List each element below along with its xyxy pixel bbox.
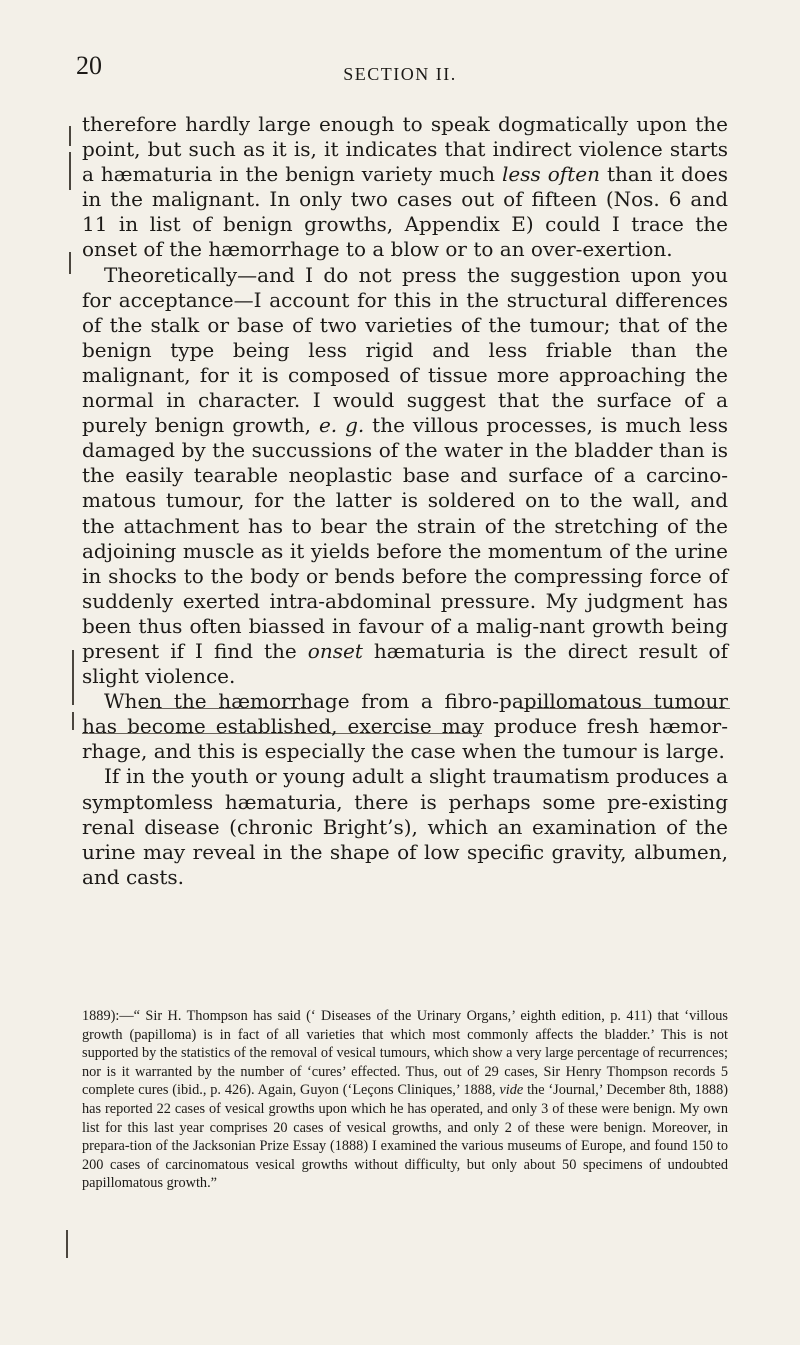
emphasis: less often xyxy=(502,162,600,187)
margin-pencil-mark xyxy=(66,1230,68,1258)
margin-pencil-mark xyxy=(69,126,71,146)
running-head: SECTION II. xyxy=(343,64,457,84)
margin-pencil-mark xyxy=(72,650,74,705)
paragraph: If in the youth or young adult a slight traumatism produces a symptomless hæmaturia, there is perhaps some pre-existing renal disease (chronic Bright’s), which an examination of the urine may reveal in the shape of low specific gravity, albumen, and casts. xyxy=(82,764,728,889)
margin-pencil-mark xyxy=(72,712,74,730)
paragraph: therefore hardly large enough to speak dogmatically upon the point, but such as it is, it indicates that indirect violence starts a hæmaturia in the benign variety much less often than it does in the malignant. In only two cases out of fifteen (Nos. 6 and 11 in list of benign growths, Appendix E) could I trace the onset of the hæmorrhage to a blow or to an over-exertion. xyxy=(82,112,728,262)
margin-pencil-mark xyxy=(69,252,71,274)
paragraph: Theoretically—and I do not press the suggestion upon you for acceptance—I account for this in the structural differences of the stalk or base of two varieties of the tumour; that of the benign type being less rigid and less friable than the malignant, for it is composed of tissue more approaching the normal in character. I would suggest that the surface of a purely benign growth, e. g. the villous processes, is much less damaged by the succussions of the water in the bladder than is the easily tearable neoplastic base and surface of a carcino-matous tumour, for the latter is soldered on to the wall, and the attachment has to bear the strain of the stretching of the adjoining muscle as it yields before the momentum of the urine in shocks to the body or bends before the compressing force of suddenly exerted intra-abdominal pressure. My judgment has been thus often biassed in favour of a malig-nant growth being present if I find the onset hæmaturia is the direct result of slight violence. xyxy=(82,262,729,689)
paragraph: When the hæmorrhage from a fibro-papillomatous tumour has become established, exercise may produce fresh hæmor-rhage, and this is especially the case when the tumour is large. xyxy=(82,689,728,764)
page-number: 20 xyxy=(76,51,102,80)
emphasis: onset xyxy=(307,638,363,663)
margin-pencil-mark xyxy=(69,152,71,190)
emphasis: vide xyxy=(499,1082,524,1099)
footnote xyxy=(82,1007,728,1193)
body-text xyxy=(82,112,728,890)
footnote-paragraph: 1889):—“ Sir H. Thompson has said (‘ Diseases of the Urinary Organs,’ eighth edition, p. 411) that ‘villous growth (papilloma) is in fact of all varieties that which most commonly affects the bladder.’ This is not supported by the statistics of the removal of vesical tumours, which show a very large percentage of recurrences; nor is it warranted by the number of ‘cures’ effected. Thus, out of 29 cases, Sir Henry Thompson records 5 complete cures (ibid., p. 426). Again, Guyon (‘Leçons Cliniques,’ 1888, vide the ‘Journal,’ December 8th, 1888) has reported 22 cases of vesical growths upon which he has operated, and only 3 of these were benign. My own list for this last year comprises 20 cases of vesical growths, and only 2 of these were benign. Moreover, in prepara-tion of the Jacksonian Prize Essay (1888) I examined the various museums of Europe, and found 150 to 200 cases of carcinomatous vesical growths without difficulty, but only about 50 specimens of undoubted papillomatous growth.” xyxy=(82,1008,728,1192)
emphasis: e. g. xyxy=(318,413,365,438)
